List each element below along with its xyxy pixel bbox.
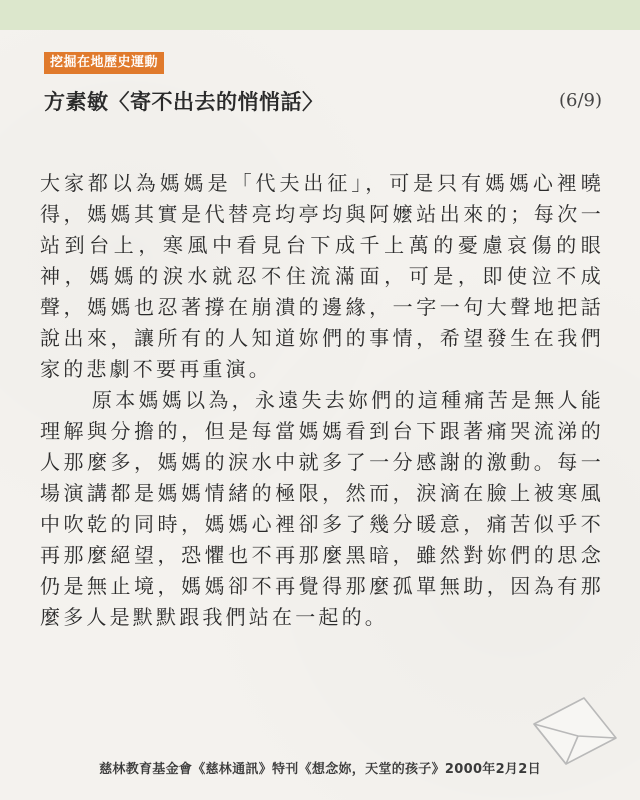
- paragraph-2: 原本媽媽以為，永遠失去妳們的這種痛苦是無人能理解與分擔的，但是每當媽媽看到台下跟著痛哭流涕的人那麼多，媽媽的淚水中就多了一分感謝的激動。每一場演講都是媽媽情緒的極限，然而，淚滴在臉上被寒風中吹乾的同時，媽媽心裡卻多了幾分暖意，痛苦似乎不再那麼絕望，恐懼也不再那麼黑暗，雖然對妳們的思念仍是無止境，媽媽卻不再覺得那麼孤單無助，因為有那麼多人是默默跟我們站在一起的。: [40, 388, 604, 629]
- page-title: 方素敏〈寄不出去的悄悄話〉: [44, 90, 324, 114]
- paragraph-1: 大家都以為媽媽是「代夫出征」，可是只有媽媽心裡曉得，媽媽其實是代替亮均亭均與阿嬤站出來的；每次一站到台上，寒風中看見台下成千上萬的憂慮哀傷的眼神，媽媽的淚水就忍不住流滿面，可是，即使泣不成聲，媽媽也忍著撐在崩潰的邊緣，一字一句大聲地把話說出來，讓所有的人知道妳們的事情，希望發生在我們家的悲劇不要再重演。: [40, 171, 604, 381]
- top-color-bar: [0, 0, 640, 30]
- article-body: [40, 168, 604, 633]
- category-tag: 挖掘在地歷史運動: [44, 52, 164, 74]
- page-counter: (6/9): [558, 90, 602, 111]
- source-citation: 慈林教育基金會《慈林通訊》特刊《想念妳，天堂的孩子》2000年2月2日: [99, 762, 541, 777]
